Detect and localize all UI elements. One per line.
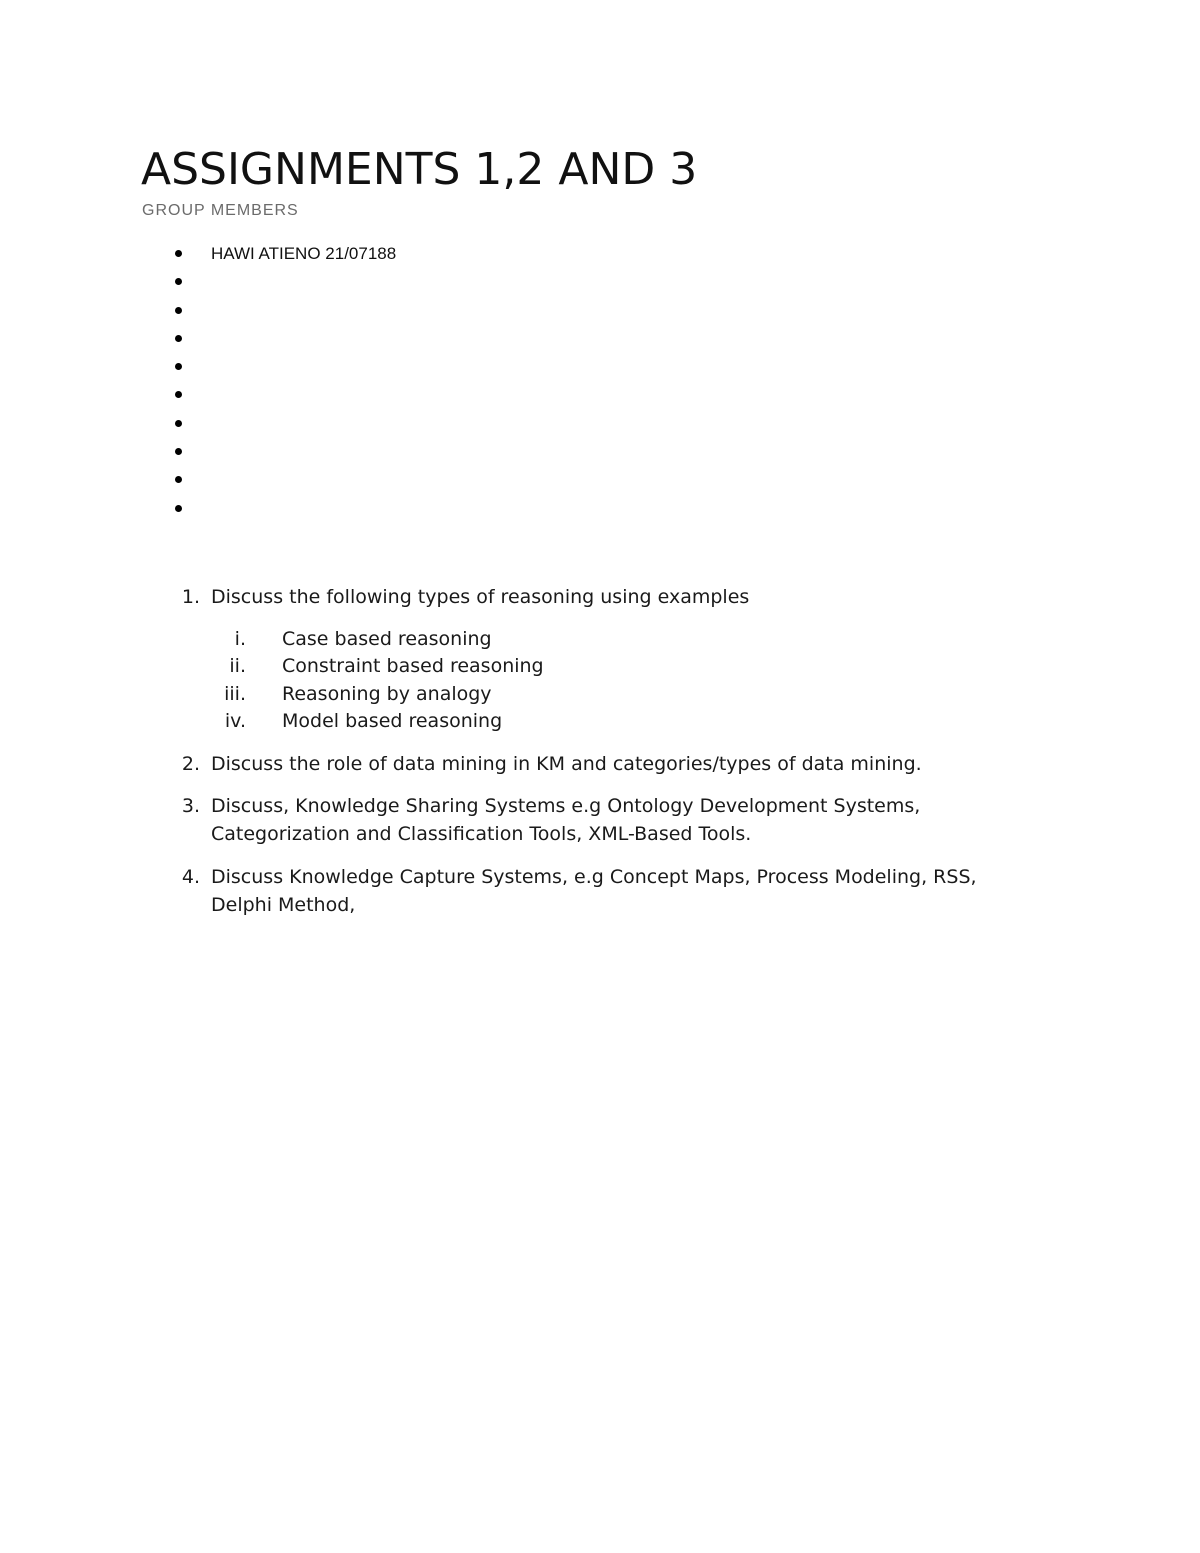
member-item: [0, 353, 1200, 381]
question-subitems: [0, 625, 1200, 750]
member-name: HAWI ATIENO 21/07188: [211, 244, 397, 263]
bullet-icon: [175, 335, 182, 342]
subitem-text: Model based reasoning: [282, 709, 503, 732]
question-text: Discuss the role of data mining in KM and categories/types of data mining.: [211, 753, 922, 775]
bullet-icon: [175, 448, 182, 455]
question-number: 2.: [181, 753, 200, 775]
group-members-list: [0, 240, 1200, 523]
member-item: [0, 466, 1200, 494]
subitem-number: iii.: [224, 682, 246, 705]
subitem: [0, 625, 1200, 652]
question-item: [0, 792, 1200, 863]
question-text: Discuss, Knowledge Sharing Systems e.g Ontology Development Systems, Categorization and Classification Tools, XML-Based Tools.: [211, 795, 921, 845]
member-item: [0, 438, 1200, 466]
subitem: [0, 707, 1200, 734]
bullet-icon: [175, 505, 182, 512]
document-subtitle: GROUP MEMBERS: [142, 202, 299, 219]
subitem: [0, 652, 1200, 679]
subitem-number: iv.: [224, 709, 246, 732]
subitem-number: i.: [234, 628, 246, 650]
subitem-text: Constraint based reasoning: [282, 655, 544, 678]
subitem: [0, 680, 1200, 707]
member-item: [0, 268, 1200, 296]
member-item: [0, 410, 1200, 438]
bullet-icon: [175, 278, 182, 285]
question-number: 1.: [181, 586, 200, 608]
question-number: 4.: [181, 866, 200, 888]
question-item: [0, 750, 1200, 792]
member-item: [0, 325, 1200, 353]
bullet-icon: [175, 476, 182, 483]
question-text: Discuss Knowledge Capture Systems, e.g Concept Maps, Process Modeling, RSS, Delphi Method,: [211, 866, 977, 916]
bullet-icon: [175, 391, 182, 398]
subitem-text: Reasoning by analogy: [282, 682, 492, 705]
subitem-number: ii.: [229, 655, 246, 678]
subitems-list: [0, 625, 1200, 750]
bullet-icon: [175, 363, 182, 370]
questions-list: [0, 583, 1200, 923]
bullet-icon: [175, 250, 182, 257]
document-title: ASSIGNMENTS 1,2 AND 3: [141, 144, 698, 195]
member-item: [0, 495, 1200, 523]
member-item: [0, 297, 1200, 325]
question-text: Discuss the following types of reasoning using examples: [211, 586, 750, 608]
subitem-text: Case based reasoning: [282, 628, 492, 650]
bullet-icon: [175, 307, 182, 314]
member-item: [0, 240, 1200, 268]
question-item: [0, 863, 1200, 923]
member-item: [0, 381, 1200, 409]
question-item: [0, 583, 1200, 625]
bullet-icon: [175, 420, 182, 427]
question-number: 3.: [181, 795, 200, 817]
